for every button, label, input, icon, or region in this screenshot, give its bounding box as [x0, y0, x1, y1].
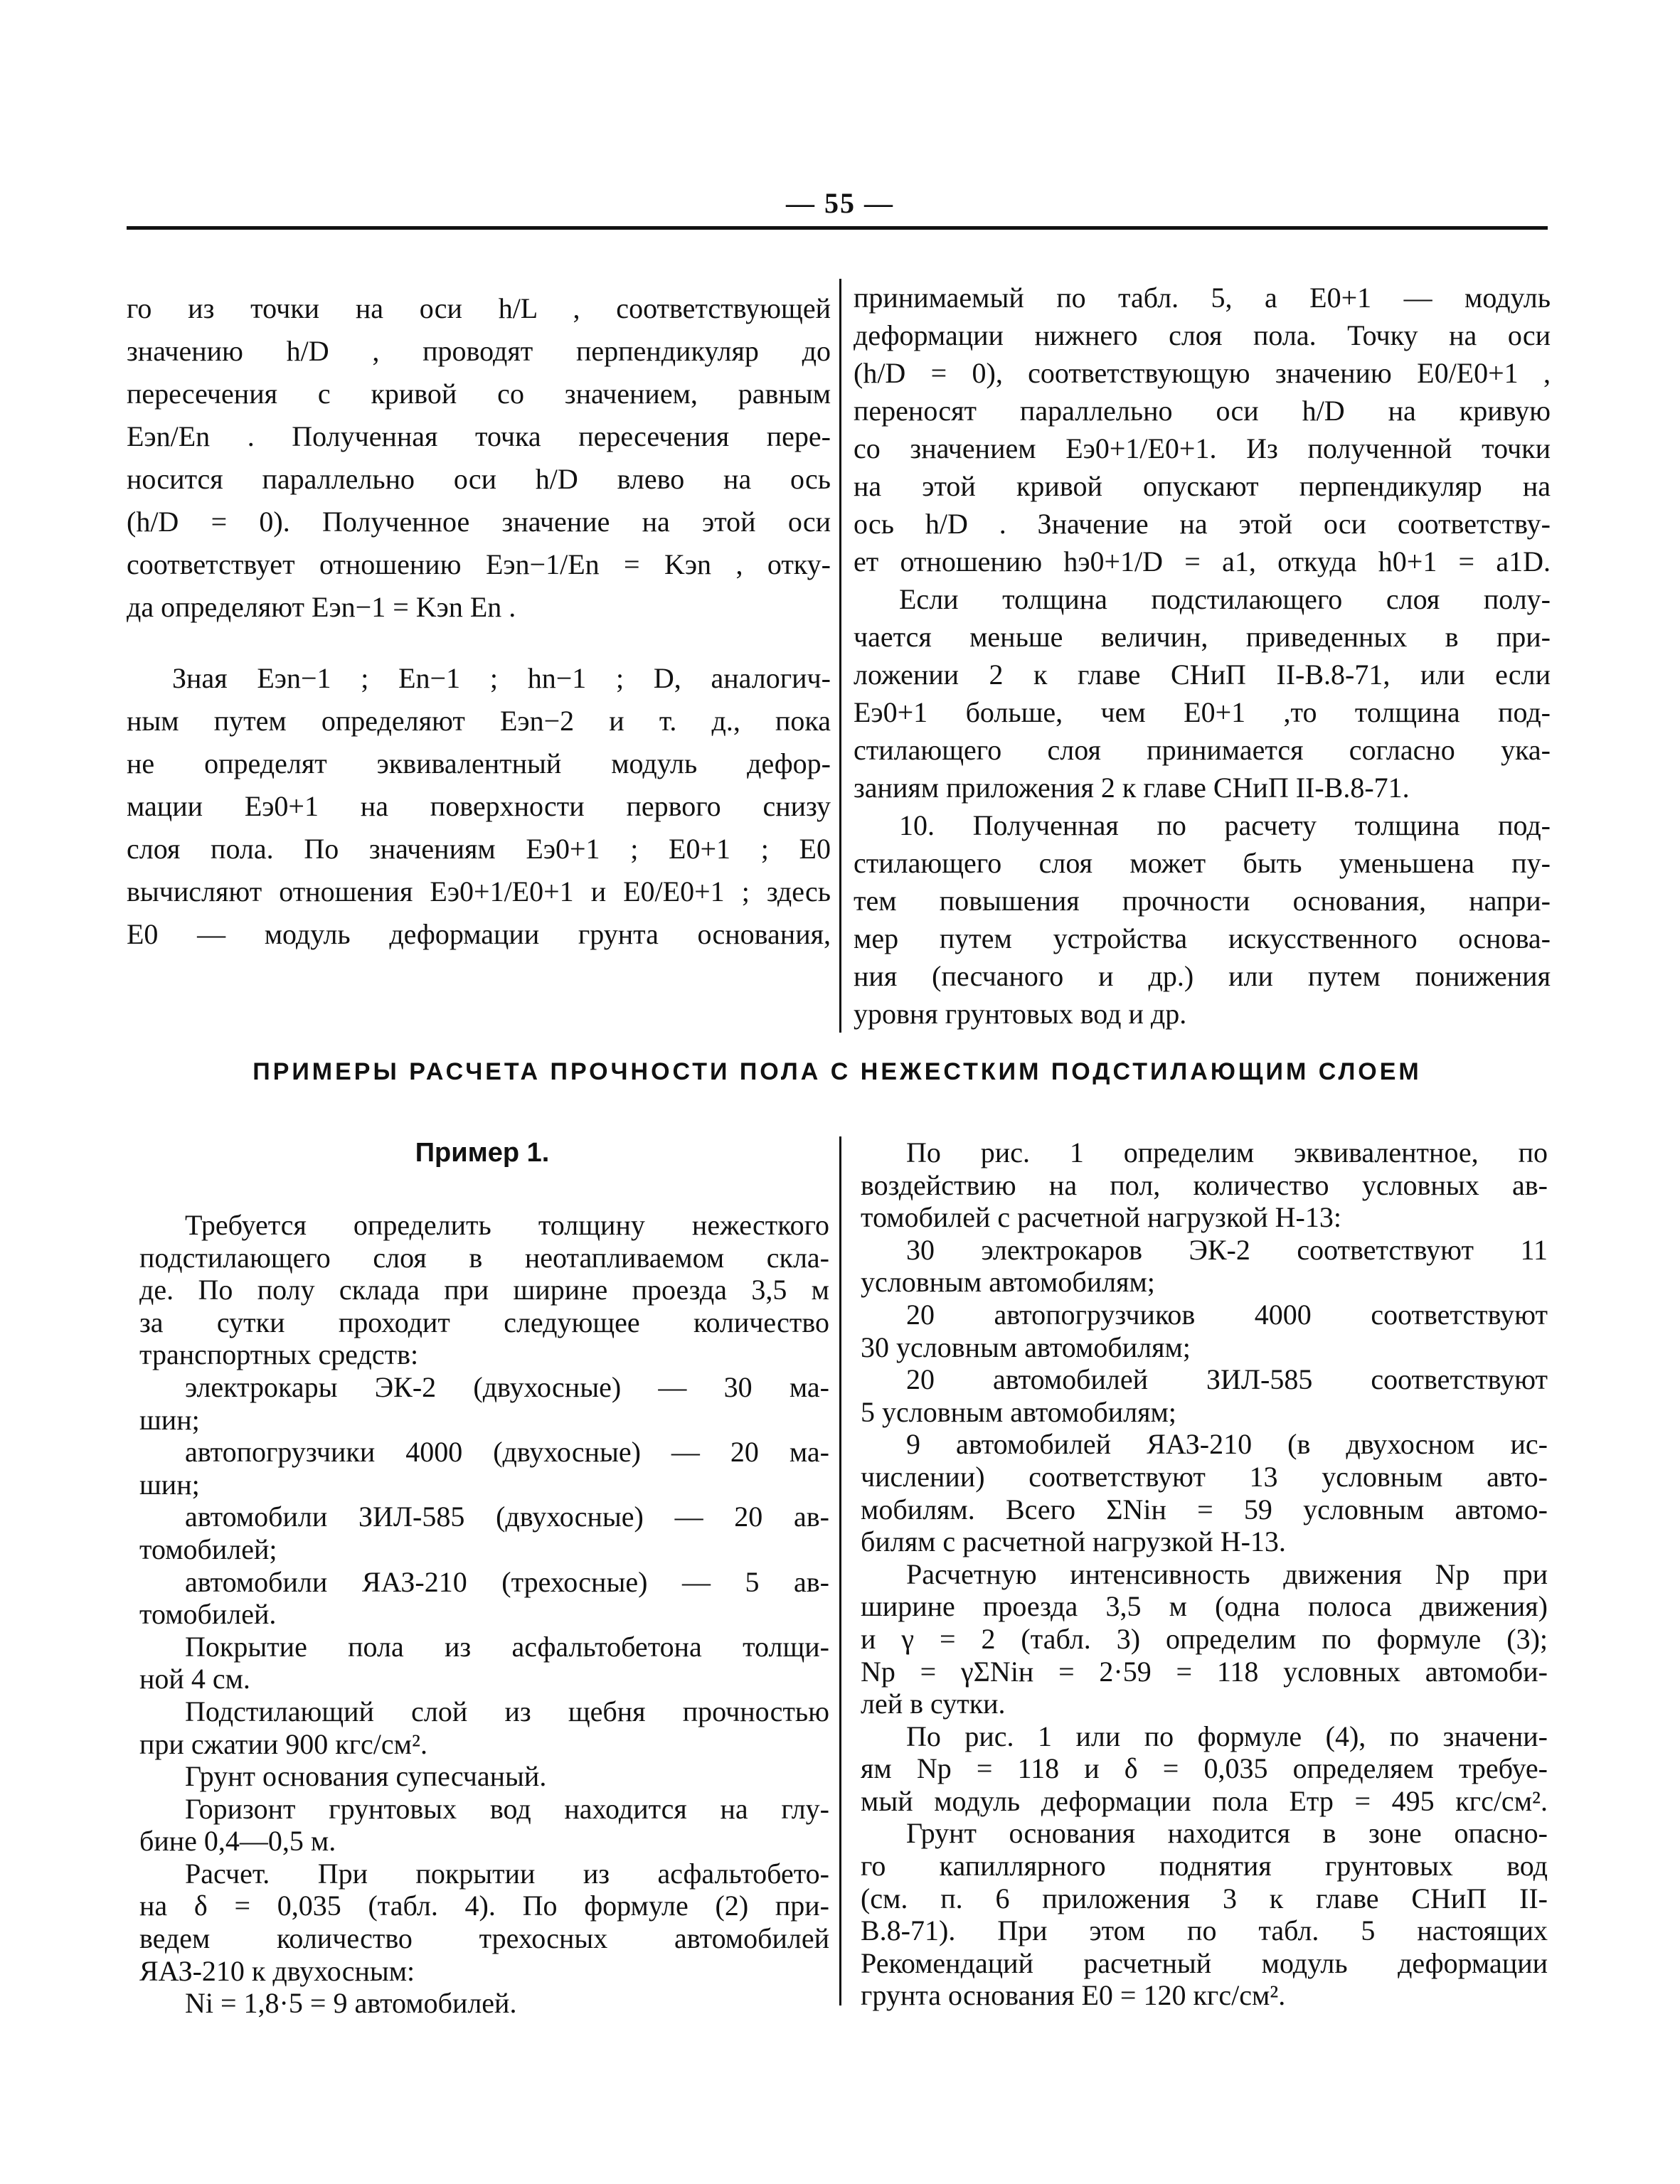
- text-line: го из точки на оси h/L , соответствующей: [127, 292, 831, 324]
- text-line: переносят параллельно оси h/D на кривую: [854, 395, 1551, 427]
- text-line: бине 0,4—0,5 м.: [139, 1825, 336, 1858]
- text-line: E0 — модуль деформации грунта основания,: [127, 918, 831, 950]
- example-title: Пример 1.: [415, 1138, 550, 1168]
- text-line: 10. Полученная по расчету толщина под-: [899, 809, 1551, 841]
- example-left-column: [139, 1209, 829, 2020]
- top-left-column: [127, 287, 831, 956]
- text-line: уровня грунтовых вод и др.: [854, 998, 1187, 1030]
- text-line: на δ = 0,035 (табл. 4). По формуле (2) при-: [139, 1890, 829, 1922]
- text-line: не определят эквивалентный модуль дефор-: [127, 747, 831, 779]
- text-line: 20 автомобилей ЗИЛ-585 соответствуют: [906, 1363, 1548, 1396]
- text-line: Подстилающий слой из щебня прочностью: [185, 1695, 829, 1727]
- text-line: ложении 2 к главе СНиП II-В.8-71, или если: [854, 659, 1551, 691]
- section-heading: ПРИМЕРЫ РАСЧЕТА ПРОЧНОСТИ ПОЛА С НЕЖЕСТКИМ ПОДСТИЛАЮЩИМ СЛОЕМ: [252, 1058, 1422, 1085]
- text-line: слоя пола. По значениям Eэ0+1 ; E0+1 ; E0: [127, 833, 831, 865]
- text-line: подстилающего слоя в неотапливаемом скла-: [139, 1241, 829, 1274]
- text-line: В.8-71). При этом по табл. 5 настоящих: [861, 1914, 1548, 1947]
- text-line: Требуется определить толщину нежесткого: [185, 1209, 829, 1241]
- text-line: 20 автопогрузчиков 4000 соответствуют: [906, 1298, 1548, 1331]
- text-line: ям Nр = 118 и δ = 0,035 определяем требуе-: [861, 1752, 1548, 1785]
- text-line: (h/D = 0), соответствующую значению E0/E0+1 ,: [854, 357, 1551, 389]
- text-line: Расчет. При покрытии из асфальтобето-: [185, 1857, 829, 1890]
- text-line: стилающего слоя принимается согласно ука-: [854, 734, 1551, 766]
- text-line: Nр = γΣNiн = 2·59 = 118 условных автомоби-: [861, 1655, 1548, 1688]
- text-line: го капиллярного поднятия грунтовых вод: [861, 1850, 1548, 1882]
- text-line: де. По полу склада при ширине проезда 3,5 м: [139, 1274, 829, 1306]
- text-line: и γ = 2 (табл. 3) определим по формуле (3);: [861, 1622, 1548, 1655]
- text-line: пересечения с кривой со значением, равным: [127, 378, 831, 410]
- text-line: шин;: [139, 1468, 200, 1501]
- text-line: ной 4 см.: [139, 1663, 250, 1695]
- text-line: Горизонт грунтовых вод находится на глу-: [185, 1792, 829, 1825]
- text-line: ведем количество трехосных автомобилей: [139, 1922, 829, 1955]
- text-line: числении) соответствуют 13 условным авто-: [861, 1460, 1548, 1493]
- text-line: воздействию на пол, количество условных ав-: [861, 1168, 1548, 1201]
- top-right-column: [854, 279, 1551, 1033]
- text-line: носится параллельно оси h/D влево на ось: [127, 463, 831, 495]
- text-line: шин;: [139, 1403, 200, 1436]
- text-line: Ni = 1,8·5 = 9 автомобилей.: [185, 1987, 517, 2020]
- text-line: 30 электрокаров ЭК-2 соответствуют 11: [906, 1233, 1548, 1266]
- text-line: тем повышения прочности основания, напри-: [854, 885, 1551, 917]
- text-line: ния (песчаного и др.) или путем понижения: [854, 960, 1551, 992]
- text-line: чается меньше величин, приведенных в при-: [854, 621, 1551, 653]
- text-line: лей в сутки.: [861, 1688, 1006, 1720]
- text-line: По рис. 1 определим эквивалентное, по: [906, 1136, 1548, 1168]
- text-line: при сжатии 900 кгс/см².: [139, 1727, 427, 1760]
- text-line: грунта основания E0 = 120 кгс/см².: [861, 1979, 1286, 2012]
- column-divider-bottom: [839, 1136, 841, 2005]
- header-rule: [127, 226, 1548, 230]
- text-line: ось h/D . Значение на этой оси соответству-: [854, 508, 1551, 540]
- text-line: мобилям. Всего ΣNiн = 59 условным автомо-: [861, 1493, 1548, 1525]
- text-line: Eэ0+1 больше, чем E0+1 ,то толщина под-: [854, 696, 1551, 728]
- text-line: соответствует отношению Eэn−1/En = Kэn , отку-: [127, 548, 831, 580]
- text-line: ширине проезда 3,5 м (одна полоса движения): [861, 1590, 1548, 1623]
- text-line: стилающего слоя может быть уменьшена пу-: [854, 847, 1551, 879]
- text-line: мации Eэ0+1 на поверхности первого снизу: [127, 790, 831, 822]
- text-line: (см. п. 6 приложения 3 к главе СНиП II-: [861, 1882, 1548, 1914]
- text-line: значению h/D , проводят перпендикуляр до: [127, 335, 831, 367]
- text-line: Расчетную интенсивность движения Nр при: [906, 1557, 1548, 1590]
- text-line: транспортных средств:: [139, 1338, 419, 1371]
- text-line: томобилей;: [139, 1533, 277, 1565]
- text-line: Грунт основания находится в зоне опасно-: [906, 1817, 1548, 1850]
- text-line: 5 условным автомобилям;: [861, 1395, 1176, 1428]
- text-line: условным автомобилям;: [861, 1266, 1155, 1299]
- text-line: билям с расчетной нагрузкой Н-13.: [861, 1525, 1286, 1558]
- text-line: (h/D = 0). Полученное значение на этой оси: [127, 506, 831, 538]
- text-line: за сутки проходит следующее количество: [139, 1306, 829, 1338]
- text-line: томобилей.: [139, 1598, 277, 1631]
- text-line: на этой кривой опускают перпендикуляр на: [854, 470, 1551, 502]
- text-line: Если толщина подстилающего слоя полу-: [899, 583, 1551, 615]
- text-line: деформации нижнего слоя пола. Точку на оси: [854, 319, 1551, 351]
- text-line: заниям приложения 2 к главе СНиП II-В.8-71.: [854, 772, 1410, 804]
- text-line: автомобили ЯАЗ-210 (трехосные) — 5 ав-: [185, 1565, 829, 1598]
- text-line: ЯАЗ-210 к двухосным:: [139, 1954, 415, 1987]
- text-line: мый модуль деформации пола Eтр = 495 кгс/см².: [861, 1784, 1548, 1817]
- text-line: автомобили ЗИЛ-585 (двухосные) — 20 ав-: [185, 1501, 829, 1533]
- text-line: Зная Eэn−1 ; En−1 ; hn−1 ; D, аналогич-: [172, 662, 831, 694]
- text-line: 9 автомобилей ЯАЗ-210 (в двухосном ис-: [906, 1428, 1548, 1461]
- example-right-column: [861, 1136, 1548, 2012]
- text-line: Грунт основания супесчаный.: [185, 1760, 547, 1793]
- text-line: ет отношению hэ0+1/D = a1, откуда h0+1 = a1D.: [854, 545, 1551, 577]
- text-line: По рис. 1 или по формуле (4), по значени-: [906, 1720, 1548, 1752]
- text-line: автопогрузчики 4000 (двухосные) — 20 ма-: [185, 1436, 829, 1469]
- text-line: мер путем устройства искусственного основа-: [854, 922, 1551, 954]
- text-line: вычисляют отношения Eэ0+1/E0+1 и E0/E0+1 ; здесь: [127, 875, 831, 907]
- text-line: со значением Eэ0+1/E0+1. Из полученной точки: [854, 432, 1551, 464]
- text-line: Рекомендаций расчетный модуль деформации: [861, 1946, 1548, 1979]
- text-line: 30 условным автомобилям;: [861, 1331, 1191, 1363]
- text-line: ным путем определяют Eэn−2 и т. д., пока: [127, 705, 831, 737]
- text-line: Покрытие пола из асфальтобетона толщи-: [185, 1630, 829, 1663]
- text-line: Eэn/En . Полученная точка пересечения пере-: [127, 420, 831, 452]
- text-line: электрокары ЭК-2 (двухосные) — 30 ма-: [185, 1370, 829, 1403]
- column-divider-top: [839, 279, 841, 1033]
- text-line: да определяют Eэn−1 = Kэn En .: [127, 591, 516, 623]
- page-number: — 55 —: [786, 187, 894, 219]
- text-line: принимаемый по табл. 5, а E0+1 — модуль: [854, 282, 1551, 314]
- text-line: томобилей с расчетной нагрузкой Н-13:: [861, 1201, 1341, 1234]
